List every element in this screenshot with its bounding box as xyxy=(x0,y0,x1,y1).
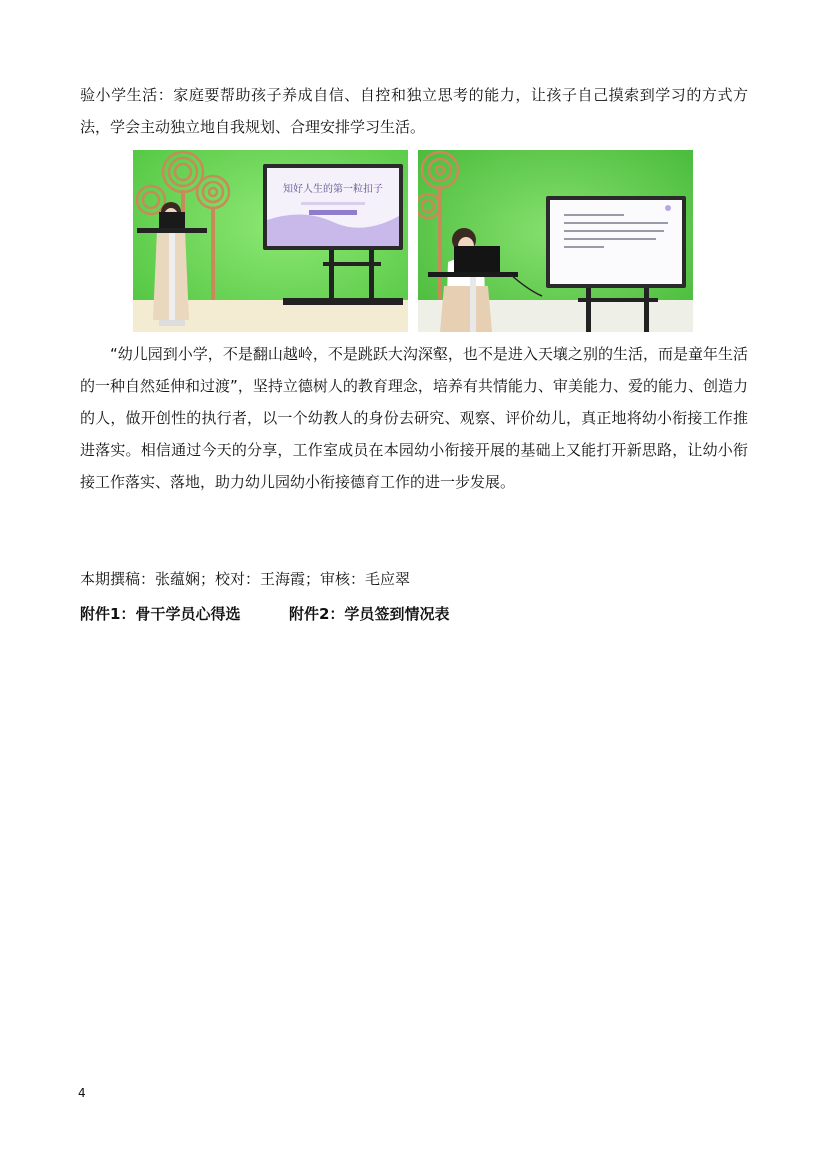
page-number: 4 xyxy=(78,1086,86,1100)
photo-scene-2 xyxy=(418,150,693,332)
attachment-2-link[interactable]: 附件2：学员签到情况表 xyxy=(289,605,450,623)
slide-title: 知好人生的第一粒扣子 xyxy=(283,184,383,195)
photo-presenter-right xyxy=(418,150,693,332)
photo-presenter-left xyxy=(133,150,408,332)
credits-line: 本期撰稿：张蕴娴；校对：王海霞；审核：毛应翠 xyxy=(80,570,411,588)
intro-paragraph: 验小学生活：家庭要帮助孩子养成自信、自控和独立思考的能力，让孩子自己摸索到学习的方式方法，学会主动独立地自我规划、合理安排学习生活。 xyxy=(80,86,748,136)
photo-scene-1 xyxy=(133,150,408,332)
attachment-1-link[interactable]: 附件1：骨干学员心得选 xyxy=(80,605,241,623)
body-paragraph: “幼儿园到小学，不是翻山越岭，不是跳跃大沟深壑，也不是进入天壤之别的生活，而是童年生活的一种自然延伸和过渡”，坚持立德树人的教育理念，培养有共情能力、审美能力、爱的能力、创造力的人，做开创性的执行者，以一个幼教人的身份去研究、观察、评价幼儿，真正地将幼小衔接工作推进落实。相信通过今天的分享，工作室成员在本园幼小衔接开展的基础上又能打开新思路，让幼小衔接工作落实、落地，助力幼儿园幼小衔接德育工作的进一步发展。 xyxy=(80,345,748,491)
